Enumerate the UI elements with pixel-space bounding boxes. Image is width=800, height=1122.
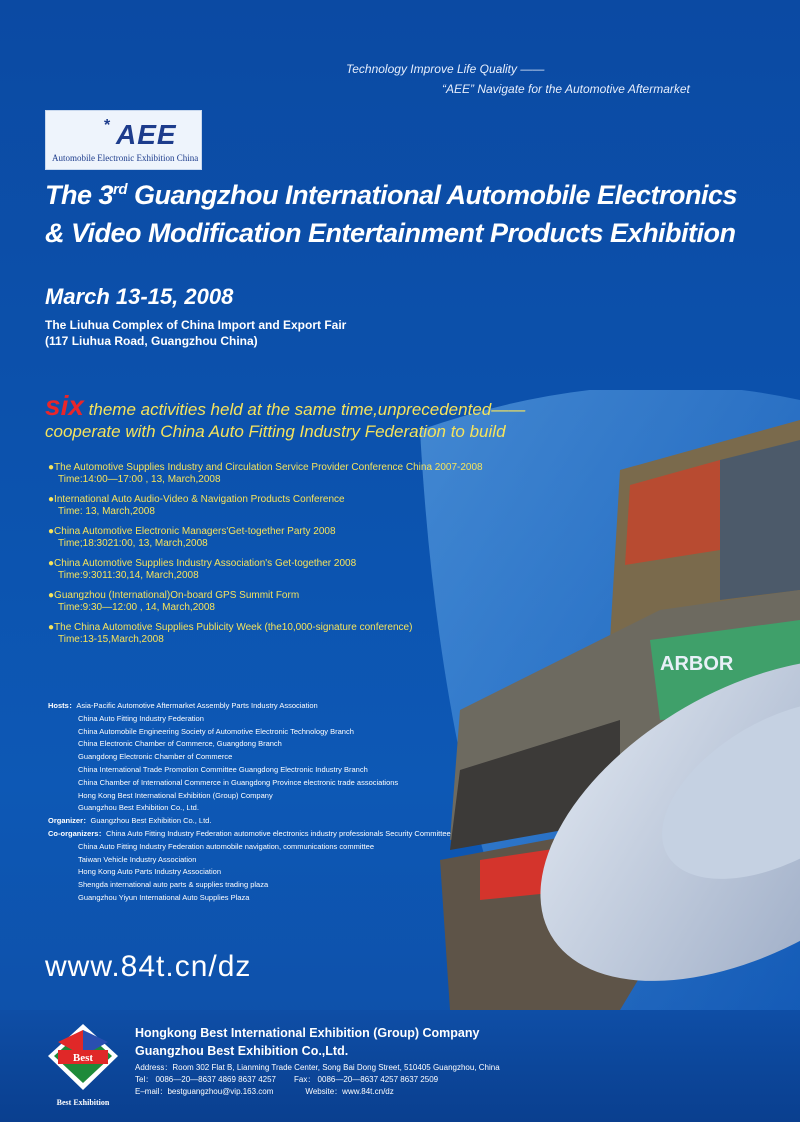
hosts-section: Hosts：Asia-Pacific Automotive Aftermarket Assembly Parts Industry Association China Auto Fitting Industry Federation China Automobile Engineering Society of Automotive Electronic Technology Branch China Electronic Chamber of Commerce, Guangdong Branch Guangdong Electronic Chamber of Commerce China International Trade Promotion Committee Guangdong Electronic Industry Branch China Chamber of International Commerce in Guangdong Province electronic trade associations Hong Kong Best International Exhibition (Group) Company Guangzhou Best Exhibition Co., Ltd. Organizer：Guangzhou Best Exhibition Co., Ltd. Co-organizers：China Auto Fitting Industry Federation automotive electronics industry professionals Security Committee China Auto Fitting Industry Federation automobile navigation, communications committee Taiwan Vehicle Industry Association Hong Kong Auto Parts Industry Association Shengda international auto parts & supplies trading plaza Guangzhou Yiyun International Auto Supplies Plaza [48, 701, 451, 902]
venue-line2: (117 Liuhua Road, Guangzhou China) [45, 334, 258, 348]
list-item: ●China Automotive Supplies Industry Association's Get-together 2008 Time:9:3011:30,14, March,2008 [48, 558, 357, 581]
bullet-icon: ● [48, 558, 55, 569]
venue-line1: The Liuhua Complex of China Import and Export Fair [45, 318, 347, 332]
theme-headline: six theme activities held at the same time,unprecedented—— [45, 390, 526, 421]
list-item: ●The Automotive Supplies Industry and Circulation Service Provider Conference China 2007-2008 Time:14:00—17:00 , 13, March,2008 [48, 462, 483, 485]
logo-subtitle: Automobile Electronic Exhibition China [52, 153, 199, 163]
aee-logo [45, 110, 202, 170]
logo-word: Best [72, 1052, 94, 1064]
event-list [48, 462, 518, 654]
organizer-line: Organizer：Guangzhou Best Exhibition Co., Ltd. [48, 816, 212, 826]
tagline-line2: “AEE” Navigate for the Automotive Aftermarket [442, 82, 690, 96]
footer-address: Address：Room 302 Flat B, Lianming Trade Center, Song Bai Dong Street, 510405 Guangzhou, China [135, 1063, 500, 1072]
event-date: March 13-15, 2008 [45, 284, 234, 309]
company-name-hk: Hongkong Best International Exhibition (Group) Company [135, 1026, 480, 1040]
tagline-line1: Technology Improve Life Quality —— [346, 62, 545, 76]
six-word: six [45, 390, 84, 421]
bullet-icon: ● [48, 494, 55, 505]
list-item: ●China Automotive Electronic Managers'Get-together Party 2008 Time;18:3021:00, 13, March,2008 [48, 526, 336, 549]
bullet-icon: ● [48, 462, 55, 473]
logo-caption: Best Exhibition [56, 1098, 110, 1107]
footer-email-web: E–mail：bestguangzhou@vip.163.com Website：www.84t.cn/dz [135, 1087, 394, 1096]
arbor-sign: ARBOR [660, 653, 734, 675]
bullet-icon: ● [48, 526, 55, 537]
company-name-gz: Guangzhou Best Exhibition Co.,Ltd. [135, 1044, 349, 1058]
logo-acronym: AEE [116, 119, 177, 150]
bullet-icon: ● [48, 590, 55, 601]
list-item: ●Guangzhou (International)On-board GPS Summit Form Time:9:30—12:00 , 14, March,2008 [48, 590, 300, 613]
page-title-line2: & Video Modification Entertainment Products Exhibition [45, 218, 736, 248]
footer-phone-fax: Tel： 0086—20—8637 4869 8637 4257 Fax： 0086—20—8637 4257 8637 2509 [135, 1075, 439, 1084]
logo-star: * [104, 117, 111, 134]
website-url[interactable]: www.84t.cn/dz [45, 950, 252, 983]
bullet-icon: ● [48, 622, 55, 633]
cooperation-line: cooperate with China Auto Fitting Industry Federation to build [45, 422, 506, 441]
best-exhibition-logo [44, 1020, 122, 1110]
page-title-line1: The 3rd Guangzhou International Automobile Electronics [45, 180, 738, 210]
coorganizers-line: Co-organizers：China Auto Fitting Industry Federation automotive electronics industry professionals Security Committee [48, 828, 451, 838]
list-item: ●The China Automotive Supplies Publicity Week (the10,000-signature conference) Time:13-15,March,2008 [48, 622, 413, 645]
list-item: ●International Auto Audio-Video & Navigation Products Conference Time: 13, March,2008 [48, 494, 345, 517]
